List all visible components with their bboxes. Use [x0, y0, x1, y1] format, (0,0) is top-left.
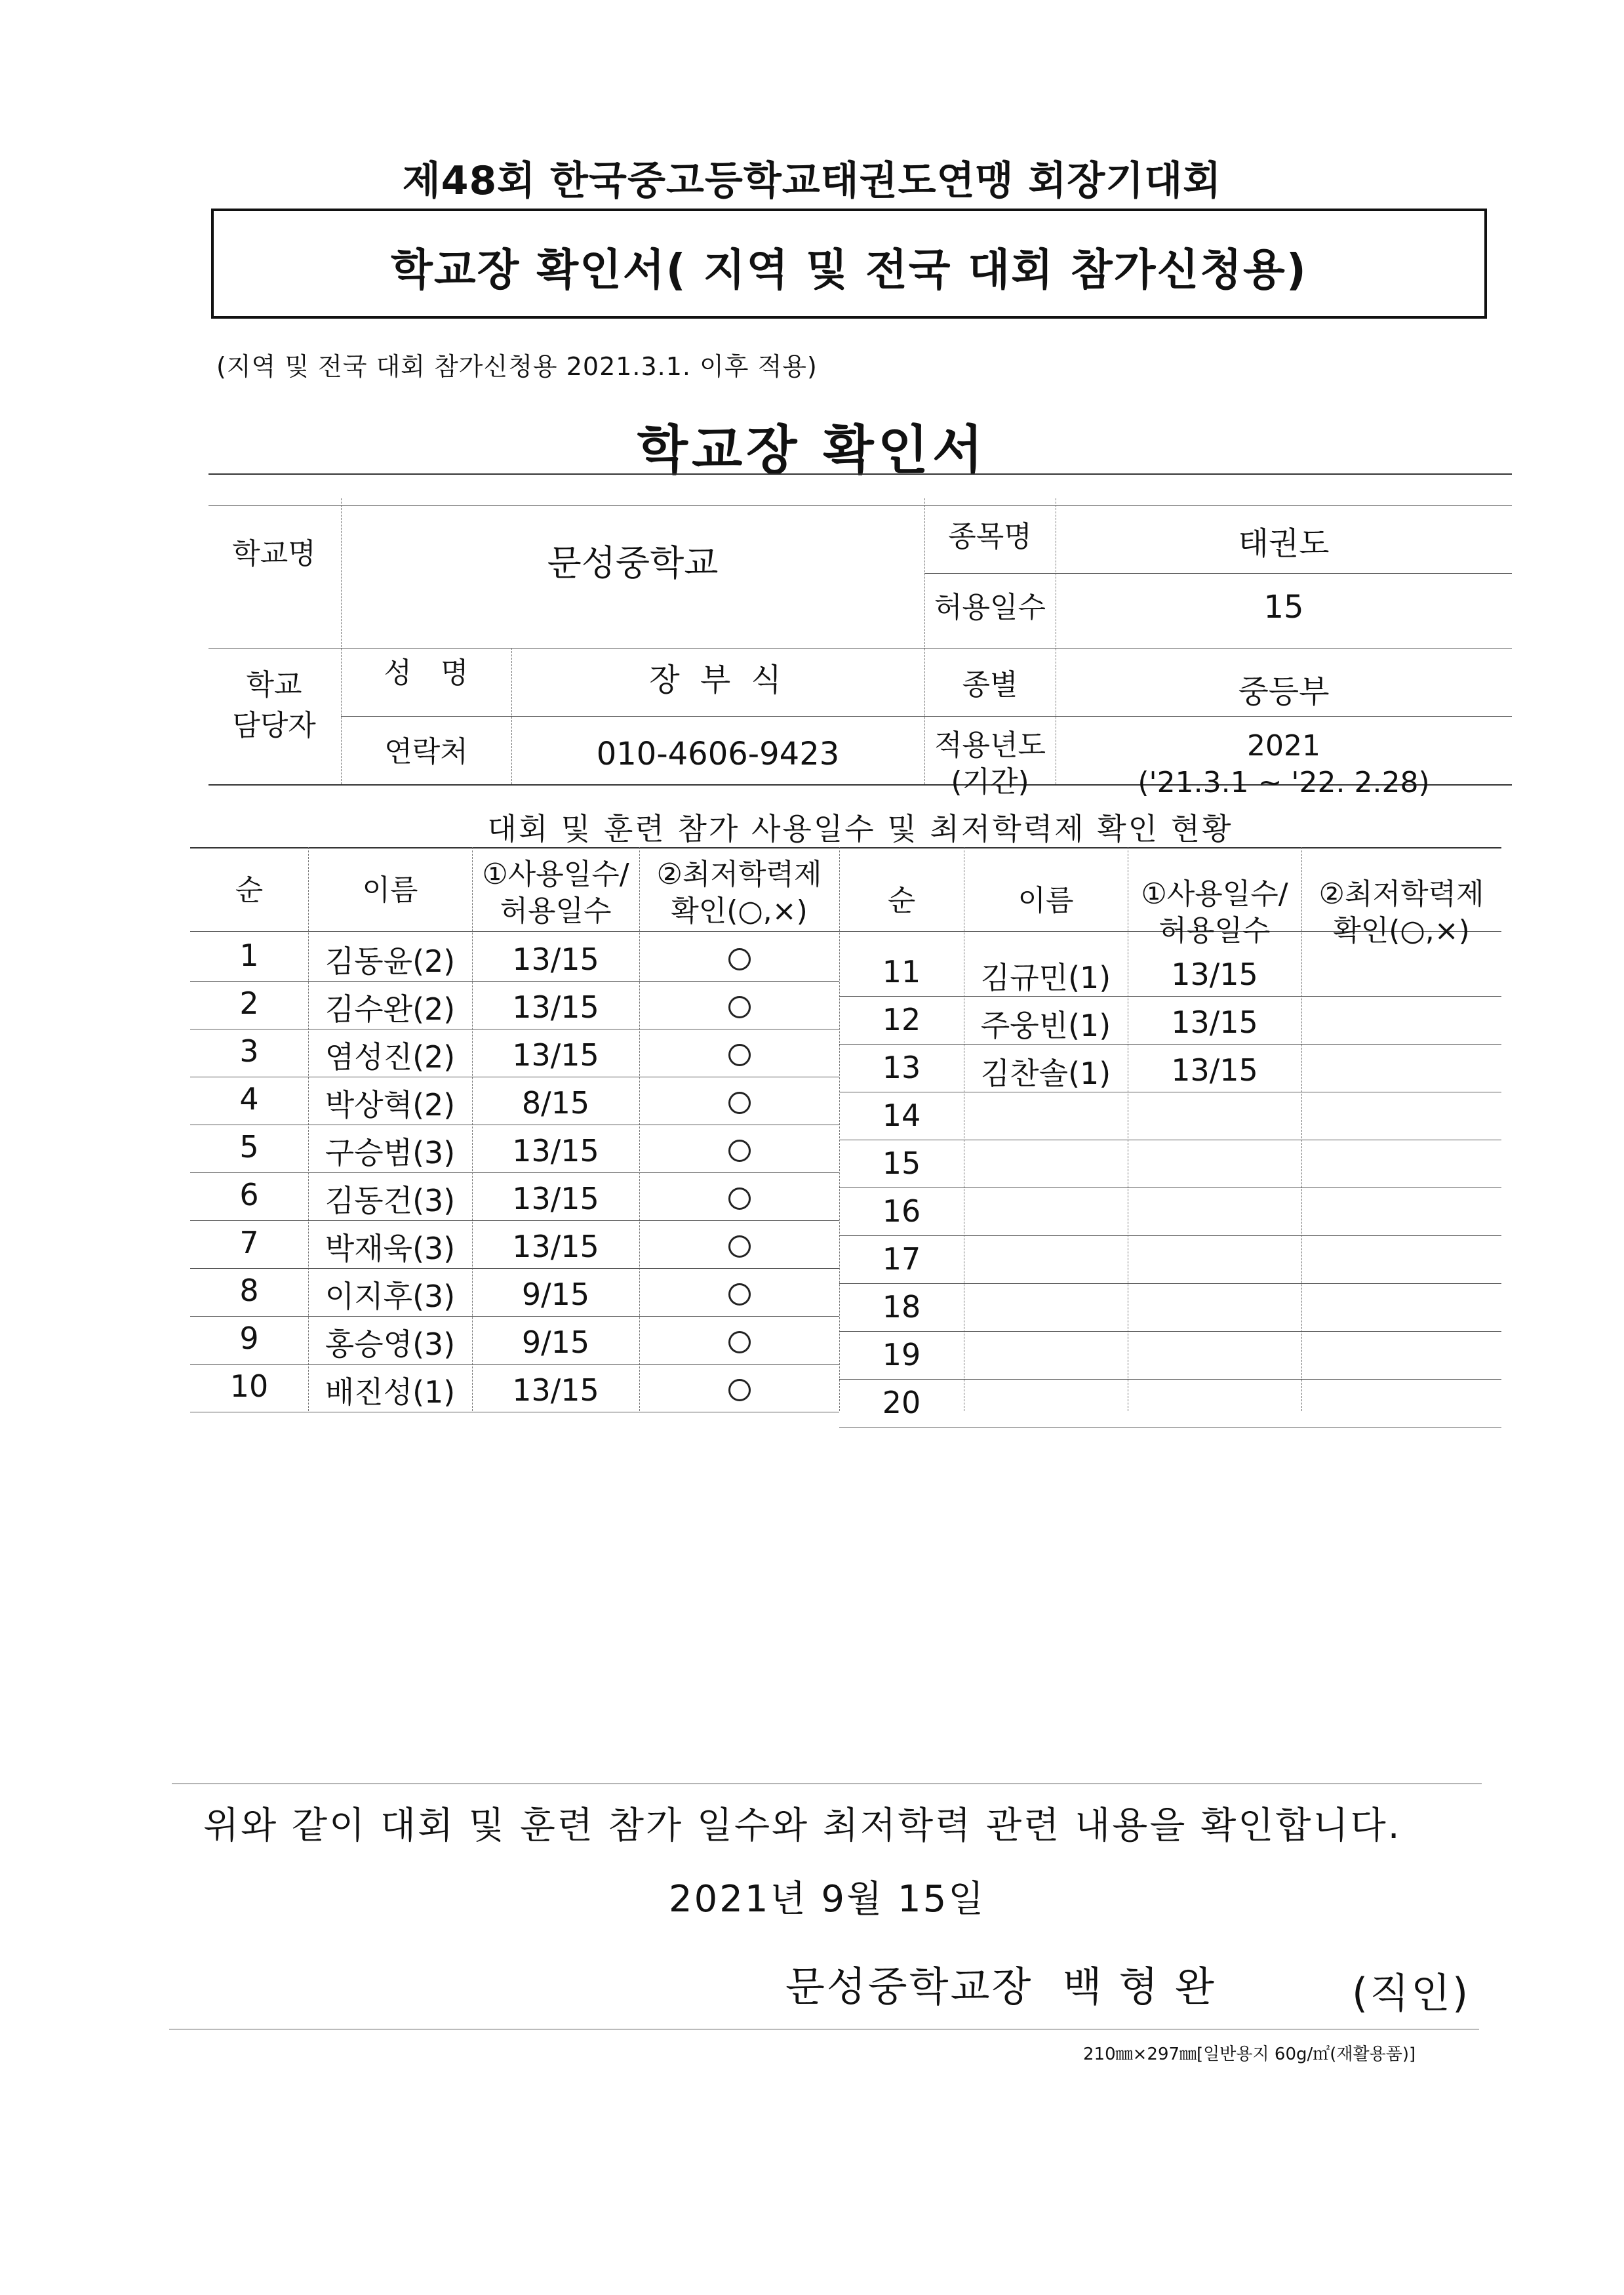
row-number: 16 — [882, 1193, 921, 1229]
days-used: 13/15 — [512, 1229, 599, 1264]
sport-value: 태권도 — [1238, 525, 1330, 562]
check-cell — [639, 948, 839, 970]
row-number: 11 — [882, 954, 921, 989]
row-divider — [839, 1235, 1501, 1236]
signer-name: 문성중학교장 백 형 완 — [785, 1963, 1216, 2010]
days-used: 9/15 — [521, 1277, 590, 1312]
check-cell — [639, 1235, 839, 1258]
phone-value: 010-4606-9423 — [596, 736, 840, 772]
days-used: 13/15 — [1171, 1052, 1258, 1088]
days-value: 15 — [1263, 589, 1304, 626]
days-used: 13/15 — [1171, 957, 1258, 992]
row-number: 9 — [239, 1321, 259, 1356]
row-divider — [190, 1268, 839, 1269]
header-days: 허용일수 — [500, 894, 612, 928]
days-used: 13/15 — [512, 1181, 599, 1216]
seal-mark: (직인) — [1352, 1969, 1471, 2017]
name-label: 성 명 — [384, 656, 469, 690]
header-days: ①사용일수/ — [1141, 877, 1288, 911]
row-number: 1 — [239, 938, 259, 973]
circle-mark-icon — [728, 1140, 751, 1162]
header-check: 확인(○,×) — [1333, 914, 1470, 948]
days-used: 13/15 — [512, 942, 599, 977]
school-value: 문성중학교 — [547, 542, 719, 584]
check-cell — [639, 1092, 839, 1114]
divider — [190, 847, 1501, 848]
header-no: 순 — [887, 884, 916, 917]
school-label: 학교명 — [232, 537, 316, 570]
check-cell — [639, 1044, 839, 1066]
check-cell — [639, 1140, 839, 1162]
circle-mark-icon — [728, 1331, 751, 1353]
year-label: (기간) — [951, 765, 1029, 799]
circle-mark-icon — [728, 996, 751, 1018]
row-number: 5 — [239, 1129, 259, 1165]
student-name: 김찬솔(1) — [980, 1056, 1111, 1091]
circle-mark-icon — [728, 1044, 751, 1066]
days-used: 9/15 — [521, 1325, 590, 1360]
row-number: 6 — [239, 1177, 259, 1212]
header-check: ②최저학력제 — [656, 858, 822, 891]
row-number: 7 — [239, 1225, 259, 1260]
days-used: 13/15 — [512, 1037, 599, 1073]
row-divider — [839, 1187, 1501, 1188]
days-label: 허용일수 — [934, 591, 1046, 624]
row-number: 8 — [239, 1273, 259, 1308]
row-number: 14 — [882, 1098, 921, 1133]
header-no: 순 — [235, 873, 264, 907]
header-check: ②최저학력제 — [1318, 877, 1484, 911]
row-number: 10 — [229, 1368, 269, 1404]
applicability-note: (지역 및 전국 대회 참가신청용 2021.3.1. 이후 적용) — [216, 352, 818, 381]
divider — [639, 847, 640, 1411]
paper-spec: 210㎜×297㎜[일반용지 60g/㎡(재활용품)] — [1083, 2045, 1416, 2064]
row-divider — [839, 1044, 1501, 1045]
days-used: 13/15 — [512, 1372, 599, 1408]
main-title: 학교장 확인서 — [637, 420, 987, 481]
division-value: 중등부 — [1238, 673, 1330, 710]
divider — [208, 473, 1512, 475]
student-name: 구승범(3) — [325, 1135, 456, 1170]
student-name: 김수완(2) — [325, 991, 456, 1027]
circle-mark-icon — [728, 1379, 751, 1401]
contact-group-label: 담당자 — [232, 709, 316, 742]
days-used: 13/15 — [512, 989, 599, 1025]
divider — [924, 573, 1512, 574]
header-days: ①사용일수/ — [482, 858, 629, 891]
confirmation-date: 2021년 9월 15일 — [669, 1878, 986, 1921]
row-number: 19 — [882, 1337, 921, 1372]
phone-label: 연락처 — [384, 735, 468, 768]
student-name: 염성진(2) — [325, 1039, 456, 1075]
row-number: 15 — [882, 1146, 921, 1181]
student-name: 김규민(1) — [980, 960, 1111, 995]
row-number: 4 — [239, 1081, 259, 1117]
header-check: 확인(○,×) — [671, 894, 808, 928]
check-cell — [639, 1283, 839, 1306]
check-cell — [639, 1379, 839, 1401]
divider — [341, 716, 1512, 717]
circle-mark-icon — [728, 948, 751, 970]
header-name: 이름 — [362, 873, 418, 907]
table-caption: 대회 및 훈련 참가 사용일수 및 최저학력제 확인 현황 — [487, 811, 1233, 847]
days-used: 13/15 — [512, 1133, 599, 1168]
header-name: 이름 — [1018, 884, 1074, 917]
row-divider — [190, 1172, 839, 1173]
row-divider — [839, 1283, 1501, 1284]
days-used: 8/15 — [521, 1085, 590, 1121]
row-number: 2 — [239, 986, 259, 1021]
student-name: 배진성(1) — [325, 1374, 456, 1410]
row-number: 18 — [882, 1289, 921, 1325]
student-name: 홍승영(3) — [325, 1327, 456, 1362]
circle-mark-icon — [728, 1283, 751, 1306]
divider — [208, 505, 1512, 506]
row-divider — [190, 1220, 839, 1221]
name-value: 장 부 식 — [649, 662, 787, 698]
check-cell — [639, 1331, 839, 1353]
days-used: 13/15 — [1171, 1005, 1258, 1040]
row-number: 3 — [239, 1033, 259, 1069]
student-name: 김동윤(2) — [325, 944, 456, 979]
student-name: 박재욱(3) — [325, 1231, 456, 1266]
contact-group-label: 학교 — [246, 668, 302, 702]
circle-mark-icon — [728, 1187, 751, 1210]
header-days: 허용일수 — [1159, 914, 1271, 948]
student-name: 박상혁(2) — [325, 1087, 456, 1123]
row-number: 17 — [882, 1241, 921, 1277]
period-value: ('21.3.1 ~ '22. 2.28) — [1138, 766, 1430, 799]
divider — [208, 648, 1512, 649]
row-number: 20 — [882, 1385, 921, 1420]
row-divider — [190, 1316, 839, 1317]
circle-mark-icon — [728, 1235, 751, 1258]
form-title: 학교장 확인서( 지역 및 전국 대회 참가신청용) — [391, 245, 1307, 295]
division-label: 종별 — [962, 668, 1018, 702]
row-number: 13 — [882, 1050, 921, 1085]
student-name: 주웅빈(1) — [980, 1008, 1111, 1043]
check-cell — [639, 996, 839, 1018]
sport-label: 종목명 — [948, 520, 1032, 553]
confirmation-statement: 위와 같이 대회 및 훈련 참가 일수와 최저학력 관련 내용을 확인합니다. — [203, 1805, 1402, 1847]
circle-mark-icon — [728, 1092, 751, 1114]
student-name: 이지후(3) — [325, 1279, 456, 1314]
student-name: 김동건(3) — [325, 1183, 456, 1218]
row-number: 12 — [882, 1002, 921, 1037]
check-cell — [639, 1187, 839, 1210]
row-divider — [839, 1379, 1501, 1380]
year-value: 2021 — [1247, 729, 1320, 763]
row-divider — [839, 1331, 1501, 1332]
row-divider — [190, 981, 839, 982]
row-divider — [190, 1364, 839, 1365]
row-divider — [839, 996, 1501, 997]
year-label: 적용년도 — [934, 728, 1046, 762]
event-title: 제48회 한국중고등학교태권도연맹 회장기대회 — [402, 158, 1222, 204]
